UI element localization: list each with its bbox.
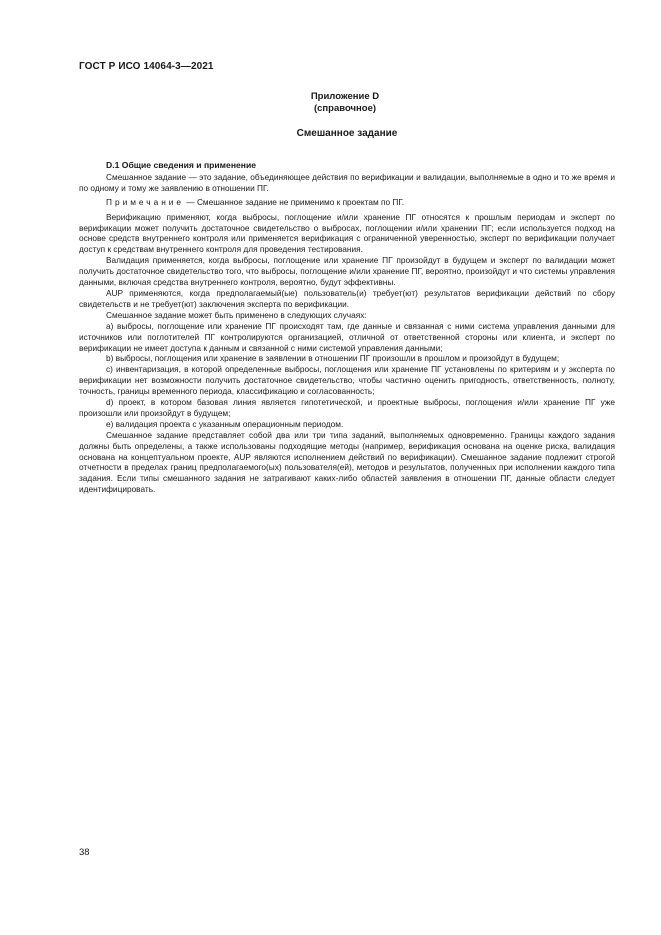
appendix-title: Приложение D (310, 91, 380, 102)
appendix-subtitle: (справочное) (313, 103, 377, 114)
main-title: Смешанное задание (296, 128, 398, 139)
paragraph-mixed-task: Смешанное задание представляет собой два или три типа заданий, выполняемых одновременно. Границы каждого задания должны быть определены, а также использованы подходящие методы (например, верификация основана на оценке риска, валидация основана на концептуальном проекте, AUP являются исполнением действий по верификации). Смешанное задание подлежит строгой отчетности в пределах границ предполагаемого(ых) пользователя(ей), методов и результатов, полученных при исполнении каждого типа задания. Если типы смешанного задания не затрагивают каких-либо областей заявления в отношении ПГ, данные области следует идентифицировать. (79, 429, 615, 495)
list-item-a: a) выбросы, поглощение или хранение ПГ происходят там, где данные и связанная с ними система управления данными для источников или поглотителей ПГ контролируются организацией, отличной от ответственной стороны или клиента, и эксперт по верификации не имеет доступа к данным и связанной с ними системой управления данными; (79, 320, 615, 353)
note-label: Примечание (106, 196, 185, 207)
paragraph-validation: Валидация применяется, когда выбросы, поглощение или хранение ПГ произойдут в будущем и эксперт по валидации может получить достаточное свидетельство того, что выбросы, поглощение и/или хранение ПГ, вероятно, произойдут и что системы управления данными, включая средства внутреннего контроля, вероятно, будут эффективны. (79, 255, 615, 288)
appendix-heading (80, 91, 610, 115)
note (79, 197, 615, 208)
section-heading: D.1 Общие сведения и применение (106, 160, 257, 170)
list-item-e: e) валидация проекта с указанным операционным периодом. (106, 418, 344, 429)
list-item-b: b) выбросы, поглощения или хранение в заявлении в отношении ПГ произошли в прошлом и произойдут в будущем; (106, 353, 560, 364)
list-item-c: c) инвентаризация, в которой определенные выбросы, поглощения или хранение ПГ установлены по критериям и у эксперта по верификации нет возможности получить достаточное свидетельство, чтобы частично оценить пригодность, ответственность, полноту, точность, границы временного периода, классификацию и согласованность; (79, 364, 615, 397)
paragraph-aup: AUP применяются, когда предполагаемый(ые) пользователь(и) требует(ют) результатов верификации действий по сбору свидетельств и не требует(ют) заключения эксперта по верификации. (79, 287, 615, 309)
note-text: — Смешанное задание не применимо к проектам по ПГ. (184, 196, 405, 207)
paragraph-cases-intro: Смешанное задание может быть применено в следующих случаях: (106, 309, 367, 320)
document-header: ГОСТ Р ИСО 14064-3—2021 (79, 61, 214, 72)
paragraph-intro: Смешанное задание — это задание, объединяющее действия по верификации и валидации, выполняемые в одно и то же время и по одному и тому же заявлению в отношении ПГ. (79, 171, 615, 193)
section-body (79, 160, 615, 495)
list-item-d: d) проект, в котором базовая линия является гипотетической, и проектные выбросы, поглощения и/или хранение ПГ уже произошли или произойдут в будущем; (79, 397, 615, 418)
page-number: 38 (79, 847, 90, 858)
paragraph-verification: Верификацию применяют, когда выбросы, поглощение и/или хранение ПГ относятся к прошлым периодам и эксперт по верификации может получить достаточное свидетельство о выбросах, поглощении и/или хранении ПГ; если используется подход на основе средств внутреннего контроля или применяется верификация с ограниченной уверенностью, эксперт по верификации получает доступ к средствам внутреннего контроля для проведения тестирования. (79, 211, 615, 255)
